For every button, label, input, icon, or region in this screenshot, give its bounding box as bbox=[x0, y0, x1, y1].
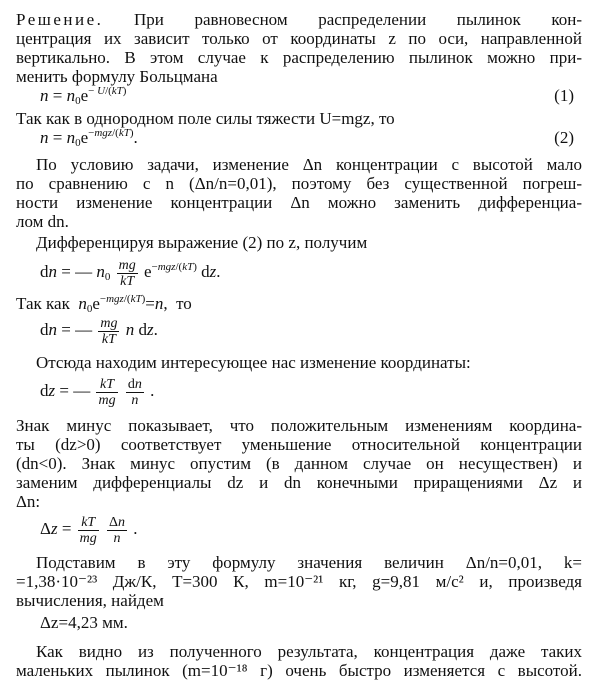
text-line: ности изменение концентрации Δn можно заменить дифференциа- bbox=[16, 193, 582, 212]
equation-dz: dz = — $\frac{kT}{mg}$ $\frac{dn}{n}$ . bbox=[40, 376, 155, 408]
equation-dn: dn = — $n_0$ $\frac{mg}{kT}$ $e^{-mgz/(kT)}$ dz. bbox=[40, 257, 221, 289]
equation-dn-2: dn = — $\frac{mg}{kT}$ n dz. bbox=[40, 315, 158, 347]
text-line: вычисления, найдем bbox=[16, 591, 164, 610]
text-line: центрация их зависит только от координаты z по оси, направленной bbox=[16, 29, 582, 48]
result: Δz=4,23 мм. bbox=[40, 613, 128, 632]
equation-1: $n = n_0e^{- U/(kT)}$ (1) bbox=[40, 85, 574, 107]
text-line: Как видно из полученного результата, концентрация даже таких bbox=[36, 642, 582, 661]
equation-number: (1) bbox=[554, 86, 574, 105]
text-line: Дифференцируя выражение (2) по z, получим bbox=[36, 233, 368, 252]
equation-delta-z: Δz = $\frac{kT}{mg}$ $\frac{\Delta n}{n}$ . bbox=[40, 514, 138, 546]
text-line: вертикально. В этом случае к распределению пылинок можно при- bbox=[16, 48, 582, 67]
equation-number: (2) bbox=[554, 128, 574, 147]
text-line: лом dn. bbox=[16, 212, 69, 231]
text-line: менить формулу Больцмана bbox=[16, 67, 218, 86]
text-line: маленьких пылинок (m=10⁻¹⁸ г) очень быстро изменяется с высотой. bbox=[16, 661, 582, 680]
solution-heading: Решение. bbox=[16, 10, 104, 29]
text-line: Подставим в эту формулу значения величин Δn/n=0,01, k= bbox=[36, 553, 582, 572]
text-line: Знак минус показывает, что положительным изменениям координа- bbox=[16, 416, 582, 435]
text-line: Так как в однородном поле силы тяжести U=mgz, то bbox=[16, 109, 395, 128]
text-line: по сравнению с n (Δn/n=0,01), поэтому без существенной погреш- bbox=[16, 174, 582, 193]
text-line: Решение. При равновесном распределении пылинок кон- bbox=[16, 10, 583, 29]
text-line: Отсюда находим интересующее нас изменение координаты: bbox=[36, 353, 471, 372]
text-line: По условию задачи, изменение Δn концентрации с высотой мало bbox=[36, 155, 582, 174]
text-line: (dn<0). Знак минус опустим (в данном случае он несуществен) и bbox=[16, 454, 582, 473]
text-line: =1,38·10⁻²³ Дж/К, T=300 К, m=10⁻²¹ кг, g=9,81 м/с² и, произведя bbox=[16, 572, 582, 591]
text-line: ты (dz>0) соответствует уменьшение относительной концентрации bbox=[16, 435, 582, 454]
text-line: Δn: bbox=[16, 492, 41, 511]
text-line: Так как $n_0e^{-mgz/(kT)}=n$, то bbox=[16, 293, 192, 315]
text-line: заменим дифференциалы dz и dn конечными приращениями Δz и bbox=[16, 473, 582, 492]
equation-2: $n = n_0e^{-mgz/(kT)}$. (2) bbox=[40, 127, 574, 149]
